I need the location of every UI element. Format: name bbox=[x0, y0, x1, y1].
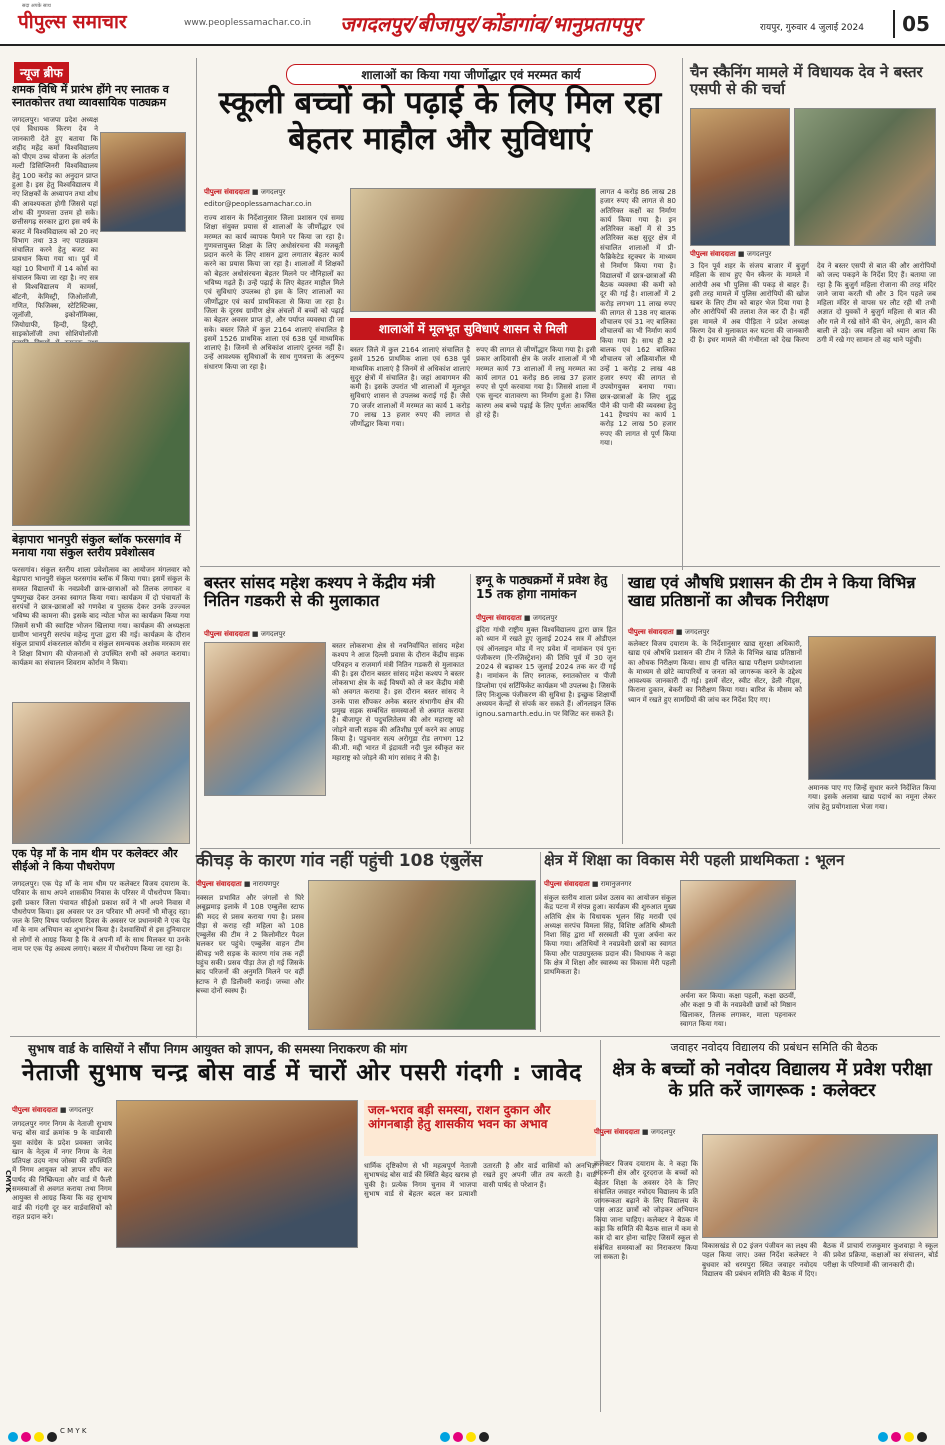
row4-story1-kicker: सुभाष वार्ड के वासियों ने सौंपा निगम आयुक्त को ज्ञापन, की समस्या निराकरण की मांग bbox=[28, 1042, 408, 1056]
byline-desk: पीपुल्स संवाददाता bbox=[476, 614, 522, 622]
magenta-dot bbox=[891, 1432, 901, 1442]
row4-story2-body2: विकासखंड से 02 इंजन पंजीयन का लक्ष्य की पहल किया जाए। उक्त निर्देश कलेक्टर ने बुधवार को धरमपुरा स्थित जवाहर नवोदय विद्यालय की प्रबंधन समिति की बैठक में दिए। बैठक में प्राचार्य राजकुमार कुशवाहा ने स्कूल की प्रवेश प्रक्रिया, कक्षाओं का संचालन, बोर्ड परीक्षा के परिणामों की जानकारी दी। bbox=[702, 1242, 938, 1278]
row3-story1-body: नक्सल प्रभावित और जंगलों से घिरे अबूझमाड़ इलाके में 108 एम्बुलेंस स्टाफ की मदद से प्रसव कराया गया है। प्रसव पीड़ा से कराह रही महिला को 108 एम्बुलेंस की टीम ने 2 किलोमीटर पैदल चलकर घर पहुंचे। एम्बुलेंस वाहन टीम कीचड़ भरी सड़क के कारण गांव तक नहीं पहुंच सकी। प्रसव पीड़ा तेज हो गई जिसके बाद परिजनों की अनुमति मिलने पर वहीं स्टाफ ने ही डिलीवरी कराई। जच्चा और बच्चा दोनों स्वस्थ हैं। bbox=[196, 894, 304, 995]
row2-story1-headline[interactable]: बस्तर सांसद महेश कश्यप ने केंद्रीय मंत्री नितिन गडकरी से की मुलाकात bbox=[204, 573, 435, 611]
row3-story2-body-cont bbox=[800, 880, 936, 1030]
row3-story2-body: संकुल स्तरीय शाला प्रवेश उत्सव का आयोजन संकुल केंद्र पटना में संपन्न हुआ। कार्यक्रम की शुरुआत मुख्य अतिथि क्षेत्र के विधायक भूलन सिंह मरावी एवं अध्यक्ष सरपंच विमला सिंह, विशिष्ट अतिथि श्रीमती निशा सिंह द्वारा माँ सरस्वती की पूजा अर्चना कर किया गया। अतिथियों ने नवप्रवेशी छात्रों का स्वागत किया और पाठ्यपुस्तक प्रदान की। विधायक ने कहा कि क्षेत्र में शिक्षा और स्वास्थ्य का विकास मेरी पहली प्राथमिकता है। bbox=[544, 894, 676, 977]
row4-story1-body: जगदलपुर नगर निगम के नेताजी सुभाष चन्द्र बोस वार्ड क्रमांक 9 के वार्डवासी युवा कांग्रेस के प्रदेश प्रवक्ता जावेद खान के नेतृत्व में नगर निगम के नेता प्रतिपक्ष उदय नाथ जोस्वा की उपस्थिति में निगम आयुक्त को ज्ञापन सौंप कर पार्षद की निष्क्रियता और वार्ड में फैली समस्याओं से अवगत कराया तथा निगम आयुक्त से आग्रह किया कि वह सुभाष वार्ड की गंदगी दूर कर वार्डवासियों को राहत प्रदान करे। bbox=[12, 1120, 112, 1221]
byline-desk: पीपुल्स संवाददाता bbox=[204, 188, 250, 196]
row3-story1-headline[interactable]: कीचड़ के कारण गांव नहीं पहुंची 108 एंबुलेंस bbox=[196, 851, 483, 871]
logo-tagline: सदा अपके साथ bbox=[22, 3, 51, 9]
row2-story2-headline[interactable]: इग्नू के पाठ्यक्रमों में प्रवेश हेतु 15 तक होगा नामांकन bbox=[476, 573, 608, 601]
byline-place: जगदलपुर bbox=[260, 630, 286, 638]
row2-story1-body: बस्तर लोकसभा क्षेत्र से नवनिर्वाचित सांसद महेश कश्यप ने आज दिल्ली प्रवास के दौरान केंद्रीय सड़क परिवहन व राजमार्ग मंत्री नितिन गडकरी से मुलाकात की है। इस दौरान बस्तर सांसद महेश कश्यप ने बस्तर लोकसभा क्षेत्र के कई विषयों को ले कर केंद्रीय मंत्री को अवगत कराया है। इस दौरान बस्तर सांसद ने उनके पास सौंपकर अनेक बस्तर संभागीय क्षेत्र की प्रमुख सड़क सम्बंधित समस्याओं से अवगत कराया है। बीजापुर से पदुचलितेलम की ओर महाराष्ट्र को जोड़ने वाली सड़क की अतिशीघ्र पूर्ण करने का आग्रह किया है। पडुचनार सत्य अरोगूडा रोड लगभग 12 की.मी. मद्दी भारत में इंद्रावती नदी पुल स्वीकृत कर महाराष्ट्र को जोड़ने की मांग सांसद ने की है। bbox=[332, 642, 464, 762]
school-event-photo bbox=[680, 880, 796, 990]
ambulance-photo bbox=[308, 880, 536, 1030]
cyan-dot bbox=[440, 1432, 450, 1442]
byline-place: जगदलपुर bbox=[68, 1106, 94, 1114]
food-inspection-photo bbox=[808, 636, 936, 780]
newspaper-logo: पीपुल्स समाचार bbox=[18, 11, 127, 33]
row3-story1-byline: पीपुल्स संवाददाता ■ नारायणपुर bbox=[196, 880, 280, 888]
masthead bbox=[0, 0, 945, 46]
row3-story2-headline[interactable]: क्षेत्र में शिक्षा का विकास मेरी पहली प्राथमिकता : भूलन bbox=[544, 851, 845, 869]
brief2-body: फरसगांव। संकुल स्तरीय शाला प्रवेशोत्सव का आयोजन मंगलवार को बेड़ापारा भानपुरी संकुल फरसगांव ब्लॉक में किया गया। इसमें संकुल के समस्त विद्यालयों के नवप्रवेशी छात्र-छात्राओं को तिलक लगाकर व पुष्पगुच्छ देकर उनका स्वागत किया गया। कार्यक्रम में दो पंचायतों के सरपंचों ने छात्र-छात्राओं को गणवेश व पुस्तक देकर उनके उज्ज्वल भविष्य की कामना की। इसके बाद न्योता भोज का कार्यक्रम किया गया जिसमें सभी की स्वादिष्ट भोजन खिलाया गया। कार्यक्रम की अध्यक्षता ग्रामीण भानपुरी सरपंच महेन्द्र गुप्ता द्वारा की गई। कार्यक्रम के दौरान संकुल प्राचार्य शंकरलाल कोर्राम व संकुल समन्वयक अशोक मरकाम सर ने शिक्षा विभाग की योजनाओं से उपस्थित सभी को अवगत कराया। कार्यक्रम का संचालन शिवराम कोर्राम ने किया। bbox=[12, 566, 190, 667]
row3-story2-byline: पीपुल्स संवाददाता ■ रामानुजनगर bbox=[544, 880, 632, 888]
news-brief-label: न्यूज ब्रीफ bbox=[14, 62, 69, 83]
lead-byline: पीपुल्स संवाददाता ■ जगदलपुर bbox=[204, 188, 286, 196]
brief1-headline[interactable]: शमक विधि में प्रारंभ होंगे नए स्नातक व स्नातकोत्तर तथा व्यावसायिक पाठ्यक्रम bbox=[12, 83, 169, 109]
row2-story3-headline[interactable]: खाद्य एवं औषधि प्रशासन की टीम ने किया विभिन्न खाद्य प्रतिष्ठानों का औचक निरीक्षण bbox=[628, 573, 916, 611]
cyan-dot bbox=[8, 1432, 18, 1442]
right-top-body: 3 दिन पूर्व शहर के संजय बाजार में बुजुर्ग महिला के साथ हुए चैन स्कैनर के मामले में आरोपी अब भी पुलिस की पकड़ से बाहर हैं। इसी तरह मामले में पुलिस आरोपियों की खोज खबर के लिए टीम को बाहर भेज दिया गया है और आरोपियों की तलाश तेज कर दी है। वहीं इस मामले में अब पीड़िता ने प्रदेश अध्यक्ष किरण देव से मुलाकात कर घटना की जानकारी दी है। इधर मामले की गंभीरता को देख किरण देव ने बस्तर एसपी से बात की और आरोपियों को जल्द पकड़ने के निर्देश दिए हैं। बताया जा रहा है कि बुजुर्ग महिला रोजाना की तरह मंदिर जाने जाया करती थी और 3 दिन पहले जब महिला मंदिर से वापस घर लौट रही थी तभी अज्ञात दो युवकों ने बुजुर्ग महिला से बात की और गले में रखे सोने की चेन, अंगूठी, कान की बाली ले उड़े। जब महिला को ध्यान आया कि ठगी में रखे गए सामान तो वह थाने पहुंची। bbox=[690, 262, 936, 345]
navodaya-meeting-photo bbox=[702, 1134, 938, 1238]
row4-story1-body-cont bbox=[116, 1252, 358, 1410]
byline-place: जगदलपुर bbox=[746, 250, 772, 258]
row2-story2-body: इंदिरा गांधी राष्ट्रीय मुक्त विश्वविद्यालय द्वारा छात्र हित को ध्यान में रखते हुए जुलाई 2024 सत्र में ओडीएल एवं ऑनलाइन मोड में नए प्रवेश में नामांकन एवं पुनः पंजीकरण (रि-रजिस्ट्रेशन) की तिथि पूर्व में 30 जून 2024 से बढ़ाकर 15 जुलाई 2024 तक कर दी गई है। नामांकन के लिए स्नातक, स्नातकोत्तर व पीजी डिप्लोमा एवं सर्टिफिकेट कार्यक्रम भी उपलब्ध है। जिसके लिए निःशुल्क पंजीकरण की सुविधा है। इच्छुक शिक्षार्थी अध्ययन केन्द्रों से संपर्क कर सकते हैं। ऑनलाइन लिंक ignou.samarth.edu.in पर विजिट कर सकते हैं। bbox=[476, 626, 617, 718]
byline-place: जगदलपुर bbox=[650, 1128, 676, 1136]
gadkari-meeting-photo bbox=[204, 642, 326, 796]
magenta-dot bbox=[21, 1432, 31, 1442]
column-rule bbox=[540, 852, 541, 1032]
cmyk-vertical-label: CMYK bbox=[4, 1170, 12, 1193]
yellow-dot bbox=[466, 1432, 476, 1442]
black-dot bbox=[479, 1432, 489, 1442]
brief3-body: जगदलपुर। एक पेड़ माँ के नाम थीम पर कलेक्टर विजय दयाराम के. परिवार के साथ अपने शासकीय निवास के परिसर में पौधरोपण किया। इसी प्रकार जिला पंचायत सीईओ प्रकाश सर्वे ने भी अपने निवास में पौधरोपण किया। इस अवसर पर उन परिवार भी अपनों भी मौजूद रहा। जल के लिए विषय पर्यावरण दिवस के अवसर पर प्रधानमंत्री ने एक पेड़ माँ के नाम अभियान का शुभारंभ किया है। देशवासियों से इस दुनियादार से लोगों से आग्रह किया है कि वे अपनी माँ के साथ मिलकर या उनके नाम पर एक पेड़ अवश्य लगाएं। बस्तर में पौधरोपण किया जा रहा है। bbox=[12, 880, 190, 954]
lead-kicker: शालाओं का किया गया जीर्णोद्धार एवं मरम्मत कार्य bbox=[286, 64, 656, 85]
yellow-dot bbox=[34, 1432, 44, 1442]
row2-story3-body: कलेक्टर विजय दयाराम के. के निर्देशानुसार खाद्य सुरक्षा अधिकारी, खाद्य एवं औषधि प्रशासन की टीम ने जिले के विभिन्न खाद्य प्रतिष्ठानों का औचक निरीक्षण किया। साथ ही चलित खाद्य परीक्षण प्रयोगशाला के माध्यम से छोटे व्यापारियों व जनता को जागरूक करने के उद्देश्य आवश्यक जानकारी दी गई। इसमें सेंटर, स्वीट सेंटर, डेली नीड्स, किराना दुकान, बेकरी का निरीक्षण किया गया। बारिश के मौसम को ध्यान में रखते हुए सामग्रियों की जांच कर निर्देश दिए गए। bbox=[628, 640, 802, 704]
mla-meeting-photo bbox=[794, 108, 936, 246]
byline-desk: पीपुल्स संवाददाता bbox=[204, 630, 250, 638]
row2-story1-byline: पीपुल्स संवाददाता ■ जगदलपुर bbox=[204, 630, 286, 638]
row-divider bbox=[10, 1036, 940, 1037]
row4-story1-body2: धार्मिक दृष्टिकोण से भी महत्वपूर्ण नेताजी सुभाषचंद्र बोस वार्ड की स्थिति बेहद खराब हो चुकी है। प्रत्येक निगम चुनाव में भाजपा सुभाष वार्ड से बेहतर बदल कर प्रत्याशी उतारती है और वार्ड वासियों को अनभिज्ञ रखते हुए अपनी जीत तय करती है। वार्ड वासी पार्षद से परेशान हैं। bbox=[364, 1162, 596, 1198]
cmyk-label: C M Y K bbox=[60, 1427, 87, 1435]
byline-desk: पीपुल्स संवाददाता bbox=[690, 250, 736, 258]
page-number: 05 bbox=[893, 10, 937, 38]
footer-bar bbox=[0, 1420, 945, 1445]
row4-story2-body: कलेक्टर विजय दयाराम के. ने कहा कि अंदरूनी क्षेत्र और दूरदराज के बच्चों को बेहतर शिक्षा के अवसर देने के लिए संचालित जवाहर नवोदय विद्यालय के प्रति जागरूकता बढ़ाने के लिए विद्यालय के पास आउट छात्रों को जोड़कर अभियान किया जाना चाहिए। कलेक्टर ने बैठक में कहा कि समिति की बैठक साल में कम से कम दो बार होना चाहिए जिसमें स्कूल से संबंधित समस्याओं का निराकरण किया जा सकता है। bbox=[594, 1160, 698, 1261]
lead-col3: बस्तर जिले में कुल 2164 शालाएं संचालित है इसमें 1526 प्राथमिक शाला एवं 638 पूर्व माध्यमिक शालाएं है जिनमें से अधिकांश शालाएं सुदूर क्षेत्रों में संचालित है। जहां आवागमन की कमी है। इसके उपरांत भी शालाओं में मूलभूत सुविधाएं शासन से उपलब्ध कराई गई हैं। जैसे 70 जर्जर शालाओं में मरम्मत का कार्य 1 करोड़ 70 लाख 13 हजार रुपए की लागत से जीर्णोद्धार किया गया। bbox=[350, 346, 470, 429]
row4-story1-subhead: जल-भराव बड़ी समस्या, राशन दुकान और आंगनबाड़ी हेतु शासकीय भवन का अभाव bbox=[368, 1103, 551, 1131]
cyan-dot bbox=[878, 1432, 888, 1442]
brief1-body: जगदलपुर। भाजपा प्रदेश अध्यक्ष एवं विधायक किरण देव ने जानकारी देते हुए बताया कि शहीद महेंद्र कर्मा विश्वविद्यालय को पीएम उच्च योजना के अंतर्गत मल्टी डिसिप्लिनरी विश्वविद्यालय हेतु 100 करोड़ का अनुदान प्राप्त हुआ है। इस हेतु विश्वविद्यालय में नए शिक्षकों के अध्यापन तथा शोध की आवश्यकता होगी जिससे यहां शोध की गुणवत्ता उत्तम हो सके। छत्तीसगढ़ सरकार द्वारा इस वर्ष के बजट में विश्वविद्यालय को 20 नए विभाग तथा 33 नए पाठ्यक्रम संचालित करने हेतु बजट का प्रावधान किया गया था। पूर्व में यहां 10 विभागों में 14 कोर्स का संचालन किया जा रहा है। नए सत्र से विश्वविद्यालय में कामर्स, बॉटनी, केमिस्ट्री, जिओलॉजी, गणित, फिजिक्स, स्टेटिस्टिक्स, जूलॉजी, इकोनॉमिक्स, जियोग्राफी, हिन्दी, हिस्ट्री, साइकोलॉजी तथा सोशियोलॉजी bbox=[12, 116, 98, 338]
column-rule bbox=[682, 58, 683, 570]
row2-story2-byline: पीपुल्स संवाददाता ■ जगदलपुर bbox=[476, 614, 558, 622]
column-rule bbox=[622, 574, 623, 844]
row3-story2-caption: अर्चना कर किया। कक्षा पहली, कक्षा छठवीं, और कक्षा 9 वीं के नवप्रवेशी छात्रों को मिष्ठान खिलाकर, तिलक लगाकर, माला पहनाकर स्वागत किया गया। bbox=[680, 992, 796, 1028]
column-rule bbox=[196, 58, 197, 1038]
brief1-body-part bbox=[12, 116, 98, 338]
black-dot bbox=[47, 1432, 57, 1442]
cmyk-dots-center bbox=[440, 1426, 492, 1445]
byline-desk: पीपुल्स संवाददाता bbox=[12, 1106, 58, 1114]
column-rule bbox=[470, 574, 471, 844]
mla-phone-photo bbox=[690, 108, 790, 246]
lead-banner: शालाओं में मूलभूत सुविधाएं शासन से मिली bbox=[350, 318, 596, 340]
byline-desk: पीपुल्स संवाददाता bbox=[628, 628, 674, 636]
lead-col2: लागत 4 करोड़ 86 लाख 28 हजार रुपए की लागत से 80 अतिरिक्त कक्षों का निर्माण कार्य किया गया है। इन अतिरिक्त कक्षों में से 35 अतिरिक्त कक्ष सुदूर क्षेत्र में संचालित शालाओं में प्री-फैब्रिकेटेड स्ट्रक्चर के माध्यम से निर्माण किया गया है। विद्यालयों में छात्र-छात्राओं की बैठक व्यवस्था की कमी को दूर की गई है। शालाओं में 2 करोड़ लगभग 11 लाख रुपए की लागत से 138 नए बालक शौचालय एवं 31 नए बालिका शौचालयों का भी निर्माण कार्य किया गया है। साथ ही 82 बालक एवं 162 बालिका शौचालय जो अक्रियाशील थी उन्हें 1 करोड़ 2 लाख 48 हजार रुपए की लागत से उपयोगयुक्त बनाया गया। छात्र-छात्राओं के लिए शुद्ध पीने की पानी की व्यवस्था हेतु 141 हैण्डपंप का कार्य 1 करोड़ 12 लाख 50 हजार रुपए की लागत से पूर्ण किया गया। bbox=[600, 188, 676, 448]
site-url[interactable]: www.peoplessamachar.co.in bbox=[184, 18, 312, 28]
lead-col4: रुपए की लागत से जीर्णोद्धार किया गया है। इसी प्रकार आदिवासी क्षेत्र के जर्जर शालाओं में भी मरम्मत कार्य 73 शालाओं में लघु मरम्मत का कार्य लागत 01 करोड़ 86 लाख 37 हजार रुपए से पूर्ण करवाया गया है। जिससे शाला में एक सुन्दर वातावरण का निर्माण हुआ है। जिस कारण अब बच्चे पढ़ाई के लिए पूर्णतः आकर्षित हो रहे हैं। bbox=[476, 346, 596, 420]
row4-story2-kicker: जवाहर नवोदय विद्यालय की प्रबंधन समिति की बैठक bbox=[670, 1041, 878, 1054]
school-building-photo bbox=[350, 188, 596, 312]
byline-place: नारायणपुर bbox=[252, 880, 280, 888]
edition-cities: जगदलपुर/बीजापुर/कोंडागांव/भानुप्रतापपुर bbox=[340, 12, 642, 36]
byline-place: रामानुजनगर bbox=[600, 880, 632, 888]
mla-photo bbox=[100, 132, 186, 232]
byline-place: जगदलपुर bbox=[260, 188, 286, 196]
magenta-dot bbox=[453, 1432, 463, 1442]
lead-headline[interactable]: स्कूली बच्चों को पढ़ाई के लिए मिल रहा बेहतर माहौल और सुविधाएं bbox=[218, 85, 662, 157]
row4-story1-byline: पीपुल्स संवाददाता ■ जगदलपुर bbox=[12, 1106, 94, 1114]
tree-planting-photo bbox=[12, 702, 190, 844]
brief2-headline[interactable]: बेड़ापारा भानपुरी संकुल ब्लॉक फरसगांव में मनाया गया संकुल स्तरीय प्रवेशोत्सव bbox=[12, 533, 181, 559]
row-divider bbox=[200, 848, 940, 849]
dateline: रायपुर, गुरुवार 4 जुलाई 2024 bbox=[760, 23, 864, 33]
right-top-byline: पीपुल्स संवाददाता ■ जगदलपुर bbox=[690, 250, 772, 258]
school-students-photo bbox=[12, 342, 190, 526]
row4-story2-byline: पीपुल्स संवाददाता ■ जगदलपुर bbox=[594, 1128, 676, 1136]
cmyk-dots-right bbox=[878, 1426, 930, 1445]
lead-col1: राज्य शासन के निर्देशानुसार जिला प्रशासन एवं समग्र शिक्षा संयुक्त प्रयास से शालाओं के जीर्णोद्धार एवं मरम्मत का कार्य व्यापक पैमाने पर किया जा रहा है। गुणवत्तायुक्त शिक्षा के लिए अधोसंरचना की मजबूती प्रदान करने के लिए शासन द्वारा लगातार बेहतर कार्य करने का प्रयास किया जा रहा है। शालाओं में शिक्षकों को बेहतर अधोसंरचना बेहतर मिलने पर नौनिहालों का भविष्य गढ़ते हैं। उन्हें पढ़ाई के लिए बेहतर माहौल मिले एवं सुविधाएं उपलब्ध हो इस के लिए शालाओं का जीर्णोद्धार एवं कार्य प्राथमिकता से किया जा रहा है। जिला के दूरस्थ ग्रामीण क्षेत्र अंचलों में बच्चों को पढ़ाई का बेहतर अवसर प्राप्त हो, और पर्याप्त व्यवस्था दी जा सके। बस्तर जिले में कुल 2164 शालाएं संचालित है इसमें 1526 प्राथमिक शाला एवं 638 पूर्व माध्यमिक शालाएं है। जिनमें से अधिकांश शालाएं दुरुस्त नहीं है। उन्हें आवश्यक सुविधाओं के साथ गुणवत्ता के अनुरूप संधारण किया जा रहा है। bbox=[204, 214, 344, 371]
memorandum-photo bbox=[116, 1100, 358, 1248]
yellow-dot bbox=[904, 1432, 914, 1442]
brief3-headline[interactable]: एक पेड़ माँ के नाम थीम पर कलेक्टर और सीईओ ने किया पौधरोपण bbox=[12, 847, 178, 873]
byline-desk: पीपुल्स संवाददाता bbox=[196, 880, 242, 888]
cmyk-dots-left bbox=[8, 1426, 60, 1445]
row2-story3-byline: पीपुल्स संवाददाता ■ जगदलपुर bbox=[628, 628, 710, 636]
divider bbox=[12, 530, 190, 531]
byline-desk: पीपुल्स संवाददाता bbox=[544, 880, 590, 888]
brief1-body-continued bbox=[12, 236, 190, 336]
black-dot bbox=[917, 1432, 927, 1442]
right-top-headline[interactable]: चैन स्कैनिंग मामले में विधायक देव ने बस्तर एसपी से की चर्चा bbox=[690, 63, 923, 99]
row4-story2-headline[interactable]: क्षेत्र के बच्चों को नवोदय विद्यालय में प्रवेश परीक्षा के प्रति करें जागरूक : कलेक्टर bbox=[612, 1059, 932, 1101]
byline-place: जगदलपुर bbox=[684, 628, 710, 636]
row4-story1-headline[interactable]: नेताजी सुभाष चन्द्र बोस वार्ड में चारों ओर पसरी गंदगी : जावेद bbox=[22, 1060, 583, 1086]
lead-email[interactable]: editor@peoplessamachar.co.in bbox=[204, 200, 312, 208]
byline-desk: पीपुल्स संवाददाता bbox=[594, 1128, 640, 1136]
row-divider bbox=[200, 566, 940, 567]
byline-place: जगदलपुर bbox=[532, 614, 558, 622]
row2-story3-caption: अमानक पाए गए जिन्हें सुधार करने निर्देशित किया गया। इसके अलावा खाद्य पदार्थ का नमूना लेकर जांच हेतु प्रयोगशाला भेजा गया। bbox=[808, 784, 936, 811]
